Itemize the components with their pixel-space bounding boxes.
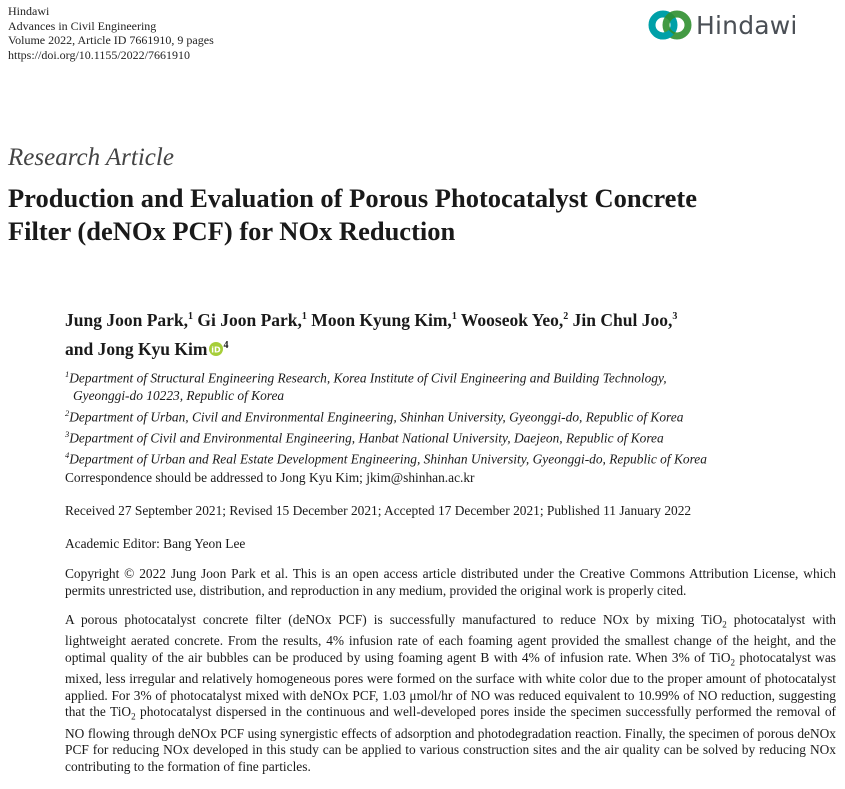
article-type: Research Article xyxy=(8,144,174,171)
copyright-notice: Copyright © 2022 Jung Joon Park et al. This is an open access article distributed under the Creative Commons Attribution License, which permits unrestricted use, distribution, and reproduction in any medium, provided the original work is properly cited. xyxy=(65,566,836,598)
svg-text:iD: iD xyxy=(211,345,222,355)
academic-editor: Academic Editor: Bang Yeon Lee xyxy=(65,536,246,551)
journal-name: Advances in Civil Engineering xyxy=(8,18,157,33)
author-list xyxy=(65,304,825,362)
title-line-1: Production and Evaluation of Porous Photocatalyst Concrete xyxy=(8,183,698,213)
publisher-name: Hindawi xyxy=(8,4,50,18)
article-title xyxy=(8,182,838,248)
affiliation: $^1$Department of Structural Engineering Research, Korea Institute of Civil Engineering and Building Technology, xyxy=(65,369,667,386)
author[interactable]: Wooseok Yeo,$^2$ xyxy=(460,309,569,330)
author[interactable]: Jin Chul Joo,$^3$ xyxy=(572,309,678,330)
orcid-icon[interactable] xyxy=(209,342,223,356)
author[interactable]: Moon Kyung Kim,$^1$ xyxy=(311,309,457,330)
affiliation: $^3$Department of Civil and Environmental Engineering, Hanbat National University, Daejeon, Republic of Korea xyxy=(65,428,664,446)
author[interactable]: Jung Joon Park,$^1$ xyxy=(65,309,194,330)
title-line-2: Filter (deNOx PCF) for NOx Reduction xyxy=(8,216,456,246)
doi-link[interactable]: https://doi.org/10.1155/2022/7661910 xyxy=(8,47,191,62)
journal-meta xyxy=(8,4,214,62)
correspondence: Correspondence should be addressed to Jong Kyu Kim; jkim@shinhan.ac.kr xyxy=(65,470,475,485)
hindawi-logo-icon xyxy=(648,8,692,42)
affiliation-list xyxy=(65,366,825,468)
logo-wordmark: Hindawi xyxy=(696,10,798,40)
affiliation-continued: Gyeonggi-do 10223, Republic of Korea xyxy=(73,388,285,404)
publication-dates: Received 27 September 2021; Revised 15 December 2021; Accepted 17 December 2021; Published 11 January 2022 xyxy=(65,503,692,518)
volume-info: Volume 2022, Article ID 7661910, 9 pages xyxy=(8,33,214,48)
hindawi-logo[interactable] xyxy=(648,7,840,43)
author[interactable]: and Jong Kyu Kim iD $^4$ xyxy=(65,338,229,359)
affiliation: $^2$Department of Urban, Civil and Environmental Engineering, Shinhan University, Gyeonggi-do, Republic of Korea xyxy=(65,407,684,425)
affiliation: $^4$Department of Urban and Real Estate Development Engineering, Shinhan University, Gyeonggi-do, Republic of Korea xyxy=(65,449,707,467)
author[interactable]: Gi Joon Park,$^1$ xyxy=(197,309,307,330)
abstract: A porous photocatalyst concrete filter (deNOx PCF) is successfully manufactured to reduce NOx by mixing TiO$_2$ photocatalyst with lightweight aerated concrete. From the results, 4% infusion rate of each foaming agent provided the smallest change of the height, and the optimal quality of the air bubbles can be produced by using foaming agent B with 4% of infusion rate. When 3% of TiO$_2$ photocatalyst was mixed, less irregular and relatively homogeneous pores were formed on the surface with white color due to the proper amount of photocatalyst applied. For 3% of photocatalyst mixed with deNOx PCF, 1.03 μmol/hr of NO was reduced equivalent to 10.99% of NO reduction, suggesting that the TiO$_2$ photocatalyst dispersed in the continuous and well-developed pores inside the specimen successfully performed the removal of NO flowing through deNOx PCF using synergistic effects of adsorption and photodegradation reaction. Finally, the specimen of porous deNOx PCF for reducing NOx developed in this study can be applied to various construction sites and the air quality can be solved by reducing NOx contributing to the formation of fine particles. xyxy=(65,612,837,774)
